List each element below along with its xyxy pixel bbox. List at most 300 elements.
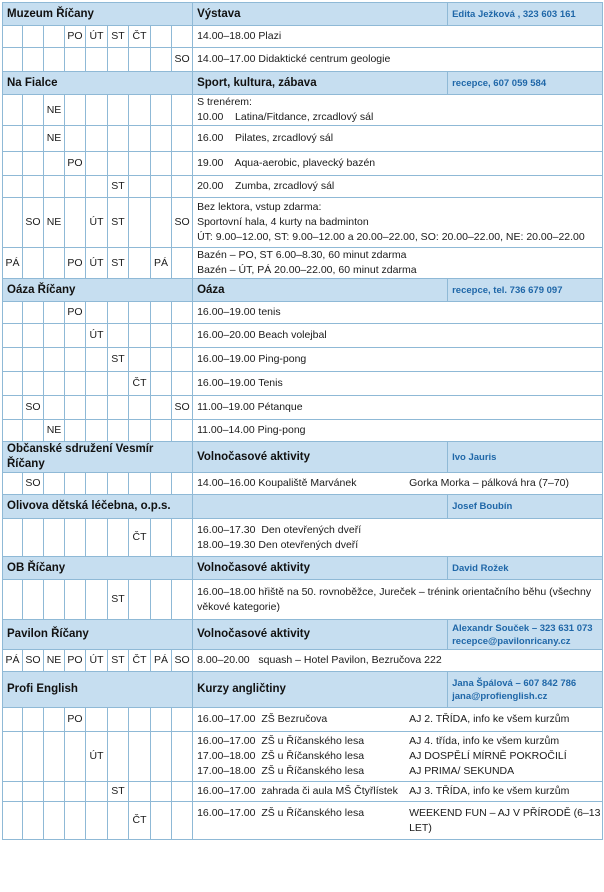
day-cell [129,348,151,372]
day-cell [65,372,86,396]
day-cell [44,708,65,732]
activity-detail: Gorka Morka – pálková hra (7–70) [409,477,570,489]
schedule-row [3,176,603,198]
day-cell: ČT [129,26,151,48]
day-cell [65,48,86,72]
day-cell [3,420,23,442]
day-cell [172,519,193,557]
day-cell: ČT [129,802,151,840]
day-cell [151,732,172,782]
activity-description [193,782,603,802]
contact-line: Alexandr Souček – 323 631 073 [452,622,593,634]
schedule-row [3,732,603,782]
day-cell [129,708,151,732]
activity-line: Bazén – ÚT, PÁ 20.00–22.00, 60 minut zdarma [197,264,417,276]
day-cell [86,473,108,495]
schedule-row [3,324,603,348]
contact-info [448,442,603,473]
activity-line: 19.00 Aqua-aerobic, plavecký bazén [197,157,376,169]
schedule-page [2,2,602,840]
day-cell [86,348,108,372]
day-cell [151,708,172,732]
contact-info [448,72,603,95]
day-cell [172,580,193,620]
activity-category: Kurzy angličtiny [193,672,448,708]
day-cell: ÚT [86,26,108,48]
day-cell [65,95,86,126]
activity-description [193,372,603,396]
day-cell [3,95,23,126]
activity-detail: AJ 3. TŘÍDA, info ke všem kurzům [409,785,570,797]
activity-line: Bez lektora, vstup zdarma: [197,201,322,213]
day-cell [129,198,151,248]
schedule-row [3,708,603,732]
activity-line: 8.00–20.00 squash – Hotel Pavilon, Bezručova 222 [197,654,442,666]
day-cell: ST [108,650,129,672]
day-cell [129,420,151,442]
day-cell: ST [108,580,129,620]
activity-description [193,324,603,348]
activity-category [193,495,448,519]
day-cell [151,396,172,420]
activity-description [193,420,603,442]
day-cell [108,152,129,176]
day-cell [151,348,172,372]
day-cell [108,473,129,495]
day-cell: SO [23,396,44,420]
activity-category: Volnočasové aktivity [193,620,448,650]
day-cell [151,95,172,126]
day-cell: NE [44,95,65,126]
day-cell [44,302,65,324]
day-cell: PO [65,152,86,176]
day-cell [3,152,23,176]
activity-description [193,152,603,176]
activity-line: Sportovní hala, 4 kurty na badminton [197,216,369,228]
day-cell: ÚT [86,650,108,672]
day-cell [172,152,193,176]
day-cell [172,708,193,732]
day-cell [151,519,172,557]
schedule-row [3,198,603,248]
activity-line: 16.00–18.00 hřiště na 50. rovnoběžce, Jureček – trénink orientačního běhu (všechny věkové kategorie) [197,585,595,613]
day-cell [151,372,172,396]
day-cell [65,420,86,442]
day-cell: ST [108,348,129,372]
schedule-row [3,782,603,802]
day-cell [129,396,151,420]
day-cell [65,348,86,372]
day-cell [86,302,108,324]
day-cell [65,519,86,557]
day-cell: PÁ [151,248,172,279]
day-cell [3,580,23,620]
schedule-row [3,802,603,840]
activity-description [193,126,603,152]
schedule-row [3,126,603,152]
schedule-row [3,420,603,442]
organization-name: Muzeum Říčany [3,3,193,26]
activity-category: Výstava [193,3,448,26]
day-cell [172,802,193,840]
section-header [3,442,603,473]
day-cell [108,126,129,152]
organization-name: Občanské sdružení Vesmír Říčany [3,442,193,473]
day-cell [129,48,151,72]
day-cell: SO [172,48,193,72]
day-cell: NE [44,126,65,152]
day-cell: ÚT [86,198,108,248]
day-cell: PÁ [3,248,23,279]
day-cell [129,473,151,495]
day-cell [3,198,23,248]
day-cell: ST [108,782,129,802]
activity-line: 16.00–17.30 Den otevřených dveří [197,523,362,536]
schedule-table [2,2,603,840]
day-cell [65,473,86,495]
day-cell [86,396,108,420]
day-cell [172,126,193,152]
day-cell [23,732,44,782]
activity-detail: AJ 4. třída, info ke všem kurzům [409,735,560,747]
activity-description [193,519,603,557]
day-cell [86,176,108,198]
day-cell: SO [172,650,193,672]
activity-line [197,764,602,779]
activity-time-place: 16.00–17.00 ZŠ Bezručova [197,713,328,725]
day-cell [3,396,23,420]
activity-description [193,176,603,198]
day-cell [129,176,151,198]
day-cell [65,580,86,620]
contact-line: Jana Špálová – 607 842 786 [452,677,577,689]
section-header [3,672,603,708]
day-cell [108,732,129,782]
activity-line [197,806,602,836]
day-cell [3,802,23,840]
day-cell: ÚT [86,248,108,279]
activity-line: 16.00 Pilates, zrcadlový sál [197,132,334,144]
day-cell [129,782,151,802]
day-cell [44,519,65,557]
day-cell [23,708,44,732]
activity-description [193,732,603,782]
day-cell [151,302,172,324]
activity-detail: AJ 2. TŘÍDA, info ke všem kurzům [409,713,570,725]
day-cell [108,324,129,348]
day-cell [3,708,23,732]
organization-name: Na Fialce [3,72,193,95]
section-header [3,557,603,580]
activity-line: 16.00–19.00 Tenis [197,377,283,389]
activity-line [197,784,602,799]
day-cell [23,126,44,152]
activity-description [193,348,603,372]
day-cell [151,420,172,442]
day-cell [65,324,86,348]
schedule-row [3,302,603,324]
schedule-row [3,95,603,126]
section-header [3,279,603,302]
activity-line: 16.00–19.00 tenis [197,306,281,318]
activity-line [197,749,602,764]
contact-line: Josef Boubín [452,501,513,512]
day-cell [65,396,86,420]
day-cell [23,782,44,802]
activity-line [197,712,602,727]
activity-time-place: 17.00–18.00 ZŠ u Říčanského lesa [197,750,365,762]
day-cell [23,348,44,372]
day-cell [151,48,172,72]
day-cell [44,396,65,420]
day-cell [172,26,193,48]
day-cell [172,782,193,802]
day-cell [3,782,23,802]
day-cell [108,802,129,840]
activity-line: 11.00–14.00 Ping-pong [197,424,306,436]
contact-line: recepce, tel. 736 679 097 [452,284,563,296]
day-cell [3,732,23,782]
day-cell: ST [108,26,129,48]
activity-description [193,95,603,126]
activity-line [197,734,602,749]
activity-category: Sport, kultura, zábava [193,72,448,95]
day-cell [129,152,151,176]
activity-description [193,26,603,48]
day-cell [23,176,44,198]
day-cell [151,802,172,840]
day-cell [129,126,151,152]
activity-category: Volnočasové aktivity [193,557,448,580]
day-cell [65,176,86,198]
day-cell [65,802,86,840]
activity-detail: AJ DOSPĚLÍ MÍRNĚ POKROČILÍ [409,750,567,762]
day-cell [23,248,44,279]
day-cell [3,324,23,348]
activity-category: Volnočasové aktivity [193,442,448,473]
day-cell [23,95,44,126]
activity-description [193,580,603,620]
day-cell [3,48,23,72]
day-cell [129,95,151,126]
day-cell: PO [65,302,86,324]
day-cell [129,580,151,620]
day-cell [108,48,129,72]
day-cell [108,420,129,442]
activity-category: Oáza [193,279,448,302]
day-cell [129,248,151,279]
day-cell [23,26,44,48]
day-cell [44,473,65,495]
section-header [3,72,603,95]
day-cell [86,802,108,840]
activity-description [193,396,603,420]
day-cell: SO [23,198,44,248]
day-cell [44,324,65,348]
activity-line: Bazén – PO, ST 6.00–8.30, 60 minut zdarma [197,249,407,261]
day-cell: NE [44,420,65,442]
day-cell [44,802,65,840]
activity-description [193,473,603,495]
day-cell [44,732,65,782]
day-cell: ČT [129,372,151,396]
schedule-row [3,152,603,176]
day-cell [86,95,108,126]
day-cell [23,802,44,840]
day-cell: SO [23,650,44,672]
day-cell [108,519,129,557]
day-cell [44,176,65,198]
day-cell [151,782,172,802]
day-cell [65,198,86,248]
day-cell [86,420,108,442]
day-cell: PO [65,650,86,672]
day-cell [172,95,193,126]
organization-name: Oáza Říčany [3,279,193,302]
day-cell: PO [65,26,86,48]
day-cell [108,302,129,324]
day-cell [3,176,23,198]
day-cell: PO [65,708,86,732]
contact-line: Ivo Jauris [452,451,497,463]
day-cell [44,372,65,396]
day-cell [3,26,23,48]
organization-name: Olivova dětská léčebna, o.p.s. [3,495,193,519]
day-cell [86,126,108,152]
day-cell: SO [172,198,193,248]
day-cell [86,580,108,620]
day-cell [151,176,172,198]
contact-line: Edita Ježková , 323 603 161 [452,8,576,20]
day-cell: SO [172,396,193,420]
day-cell: PO [65,248,86,279]
day-cell [3,302,23,324]
activity-time-place: 17.00–18.00 ZŠ u Říčanského lesa [197,765,365,777]
day-cell [44,26,65,48]
day-cell [172,176,193,198]
day-cell [151,473,172,495]
day-cell: PÁ [151,650,172,672]
section-header [3,3,603,26]
day-cell [44,152,65,176]
day-cell [86,519,108,557]
schedule-row [3,650,603,672]
day-cell [86,152,108,176]
activity-description [193,302,603,324]
day-cell [3,126,23,152]
day-cell [172,732,193,782]
day-cell [65,732,86,782]
day-cell [3,372,23,396]
day-cell: ST [108,248,129,279]
activity-description [193,248,603,279]
activity-line: 14.00–17.00 Didaktické centrum geologie [197,53,391,65]
section-header [3,620,603,650]
day-cell [151,580,172,620]
day-cell [65,126,86,152]
contact-info [448,3,603,26]
day-cell [129,302,151,324]
schedule-row [3,372,603,396]
activity-line [197,476,602,491]
schedule-row [3,26,603,48]
day-cell: NE [44,198,65,248]
day-cell [108,95,129,126]
contact-info [448,672,603,708]
day-cell [151,26,172,48]
activity-line: 20.00 Zumba, zrcadlový sál [197,180,335,192]
day-cell [3,473,23,495]
day-cell [23,372,44,396]
day-cell [172,420,193,442]
organization-name: Profi English [3,672,193,708]
day-cell [86,372,108,396]
day-cell [151,126,172,152]
day-cell [172,302,193,324]
section-header [3,495,603,519]
schedule-row [3,48,603,72]
contact-line: jana@profienglish.cz [452,690,548,702]
day-cell [151,324,172,348]
day-cell [151,198,172,248]
day-cell [172,324,193,348]
day-cell [3,348,23,372]
day-cell [172,372,193,396]
contact-line: recepce, 607 059 584 [452,77,547,89]
schedule-row [3,396,603,420]
day-cell: ST [108,198,129,248]
day-cell [23,152,44,176]
day-cell: ÚT [86,324,108,348]
day-cell [23,324,44,348]
day-cell [86,782,108,802]
day-cell [3,519,23,557]
day-cell [23,519,44,557]
activity-time-place: 16.00–17.00 ZŠ u Říčanského lesa [197,735,365,747]
day-cell: ČT [129,519,151,557]
activity-description [193,48,603,72]
day-cell [44,48,65,72]
activity-line: 11.00–19.00 Pétanque [197,401,303,413]
activity-time-place: 16.00–17.00 zahrada či aula MŠ Čtyřlístek [197,785,398,797]
day-cell [172,473,193,495]
schedule-row [3,473,603,495]
activity-line: 16.00–19.00 Ping-pong [197,353,307,365]
activity-time-place: 14.00–16.00 Koupaliště Marvánek [197,477,357,489]
schedule-row [3,580,603,620]
schedule-row [3,348,603,372]
day-cell: ÚT [86,732,108,782]
day-cell [172,248,193,279]
day-cell [108,396,129,420]
schedule-row [3,248,603,279]
day-cell [23,580,44,620]
day-cell [23,420,44,442]
activity-line: ÚT: 9.00–12.00, ST: 9.00–12.00 a 20.00–22.00, SO: 20.00–22.00, NE: 20.00–22.00 [197,231,585,243]
activity-line: 16.00–20.00 Beach volejbal [197,329,327,341]
activity-description [193,650,603,672]
day-cell: PÁ [3,650,23,672]
activity-description [193,708,603,732]
day-cell [151,152,172,176]
organization-name: OB Říčany [3,557,193,580]
contact-info [448,557,603,580]
organization-name: Pavilon Říčany [3,620,193,650]
activity-description [193,198,603,248]
day-cell [23,302,44,324]
activity-description [193,802,603,840]
day-cell: ČT [129,650,151,672]
